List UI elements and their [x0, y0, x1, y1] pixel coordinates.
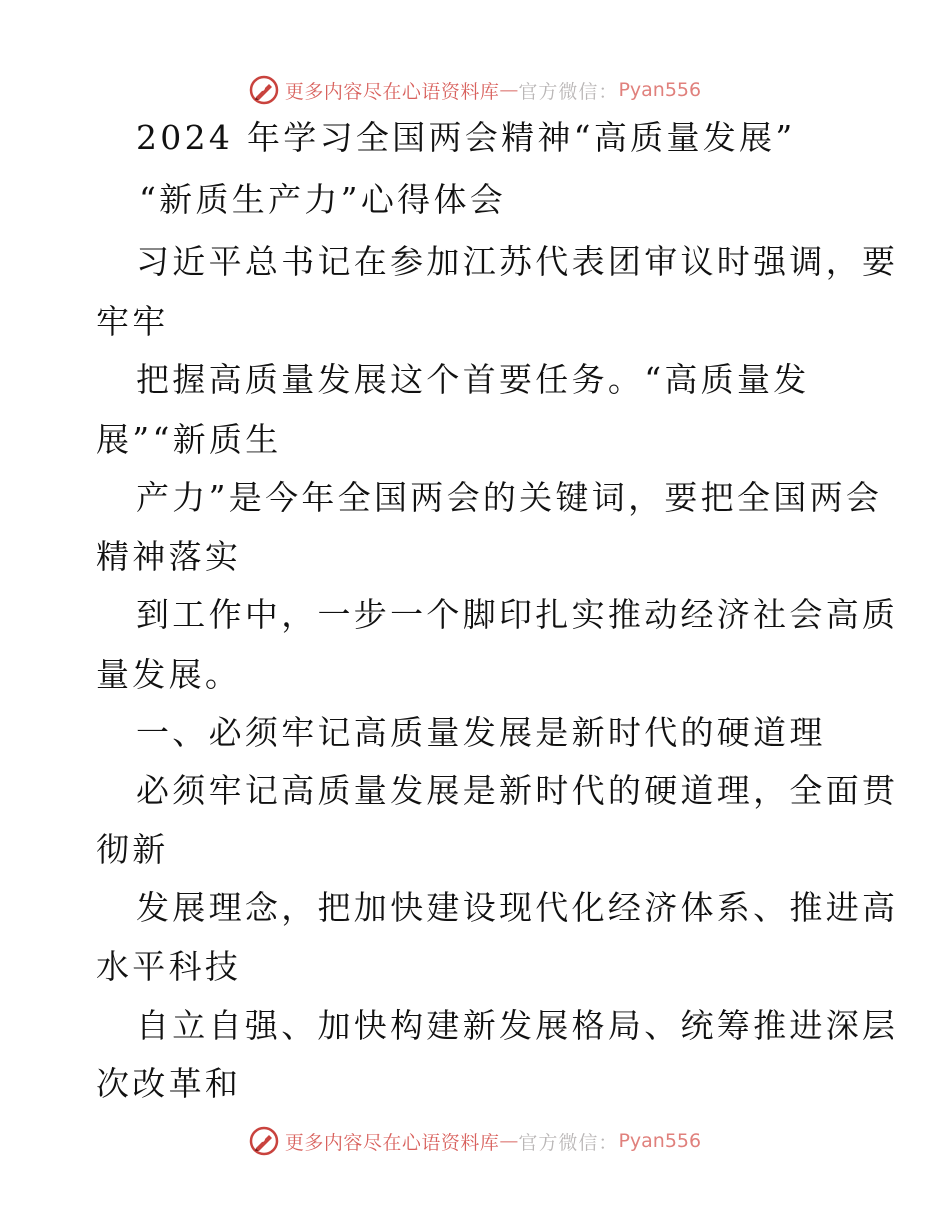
watermark-wechat-id: Pyan556 — [618, 1130, 702, 1152]
paragraph-line: 牢牢 — [96, 302, 169, 341]
document-title-line-2: “新质生产力”心得体会 — [139, 180, 507, 219]
document-title-line-1: 2024 年学习全国两会精神“高质量发展” — [136, 118, 796, 157]
watermark-text: 更多内容尽在心语资料库 — [284, 80, 500, 103]
header-watermark — [0, 70, 950, 110]
paragraph-line: 到工作中，一步一个脚印扎实推动经济社会高质 — [136, 595, 899, 634]
watermark-dash: — — [499, 79, 519, 101]
paragraph-line: 发展理念，把加快建设现代化经济体系、推进高 — [136, 888, 899, 927]
watermark-wechat-id: Pyan556 — [618, 79, 702, 101]
paragraph-line: 水平科技 — [96, 947, 242, 986]
paragraph-line: 必须牢记高质量发展是新时代的硬道理，全面贯 — [136, 771, 899, 810]
paragraph-line: 精神落实 — [96, 537, 242, 576]
pen-logo-icon — [249, 75, 279, 105]
paragraph-line: 习近平总书记在参加江苏代表团审议时强调，要 — [136, 242, 899, 281]
paragraph-line: 产力”是今年全国两会的关键词，要把全国两会 — [136, 478, 883, 517]
watermark-wechat-label: 官方微信： — [518, 80, 619, 103]
paragraph-line: 自立自强、加快构建新发展格局、统筹推进深层 — [136, 1006, 899, 1045]
watermark-dash: — — [499, 1130, 519, 1152]
watermark-text: 更多内容尽在心语资料库 — [284, 1131, 500, 1154]
footer-watermark — [0, 1121, 950, 1161]
paragraph-line: 彻新 — [96, 830, 169, 869]
pen-logo-icon — [249, 1126, 279, 1156]
paragraph-line: 量发展。 — [96, 655, 242, 694]
paragraph-line: 把握高质量发展这个首要任务。“高质量发 — [136, 360, 810, 399]
watermark-wechat-label: 官方微信： — [518, 1131, 619, 1154]
paragraph-line: 展”“新质生 — [96, 420, 282, 459]
section-heading: 一、必须牢记高质量发展是新时代的硬道理 — [136, 713, 826, 752]
paragraph-line: 次改革和 — [96, 1064, 242, 1103]
